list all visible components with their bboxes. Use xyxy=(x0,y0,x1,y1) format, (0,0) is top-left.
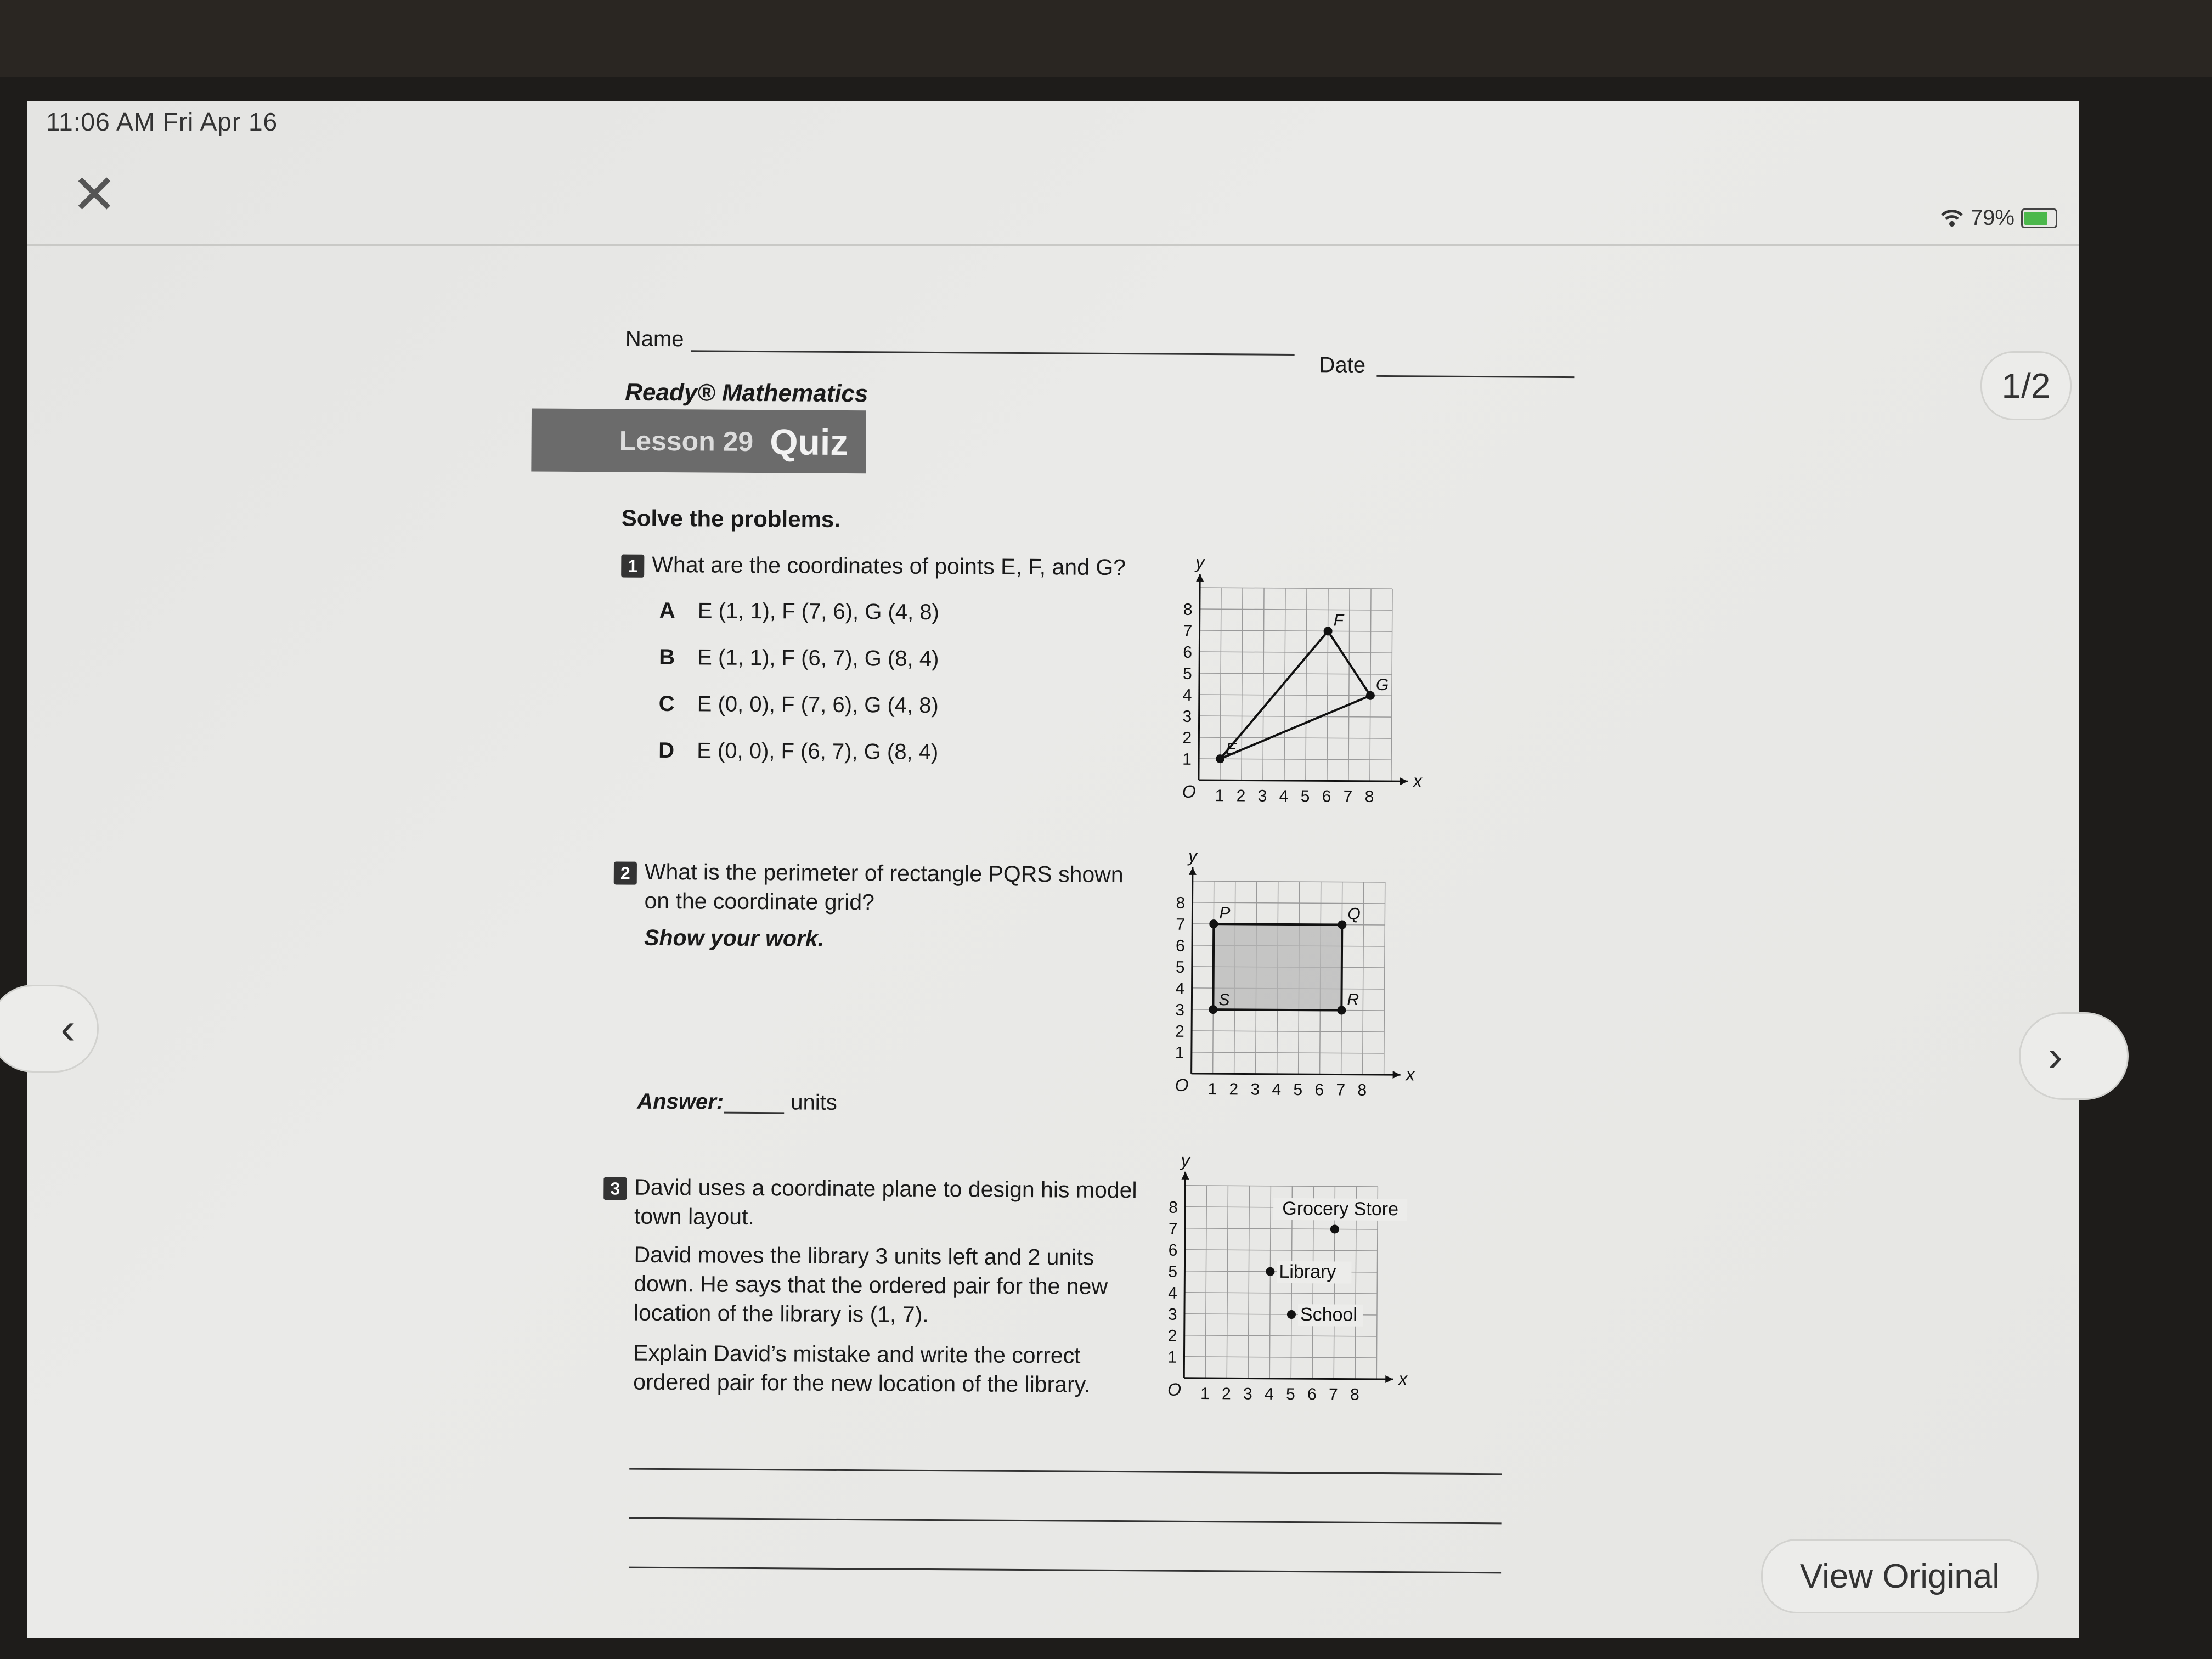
q2-show-work: Show your work. xyxy=(644,924,825,951)
y-tick-label: 1 xyxy=(1175,1043,1184,1062)
coordinate-grid-q1 xyxy=(1166,552,1475,815)
y-tick-label: 2 xyxy=(1182,729,1192,747)
coordinate-grid-q3 xyxy=(1151,1150,1460,1412)
date-line xyxy=(1376,375,1574,378)
grid-line-vertical xyxy=(1263,588,1264,781)
q1-number: 1 xyxy=(621,555,644,578)
point-label: R xyxy=(1347,990,1359,1009)
x-tick-label: 7 xyxy=(1336,1081,1346,1099)
page-counter: 1/2 xyxy=(1980,351,2072,420)
x-tick-label: 8 xyxy=(1357,1081,1367,1099)
y-tick-label: 8 xyxy=(1183,600,1193,619)
date-label: Date xyxy=(1319,353,1366,377)
y-tick-label: 6 xyxy=(1175,936,1185,955)
chevron-right-icon: › xyxy=(2048,1031,2063,1080)
y-tick-label: 3 xyxy=(1182,707,1192,726)
point-label: School xyxy=(1300,1304,1358,1325)
grid-line-vertical xyxy=(1327,588,1328,781)
grid-line-horizontal xyxy=(1199,652,1392,653)
lesson-number: Lesson 29 xyxy=(619,425,754,457)
x-tick-label: 3 xyxy=(1243,1385,1252,1403)
point-label: P xyxy=(1219,904,1231,923)
q1-choice-b-text: E (1, 1), F (6, 7), G (8, 4) xyxy=(697,645,939,672)
point-label: Q xyxy=(1347,905,1361,923)
x-axis-label: x xyxy=(1413,771,1423,791)
grid-line-horizontal xyxy=(1192,1031,1384,1032)
y-axis-line xyxy=(1199,574,1200,780)
lesson-banner xyxy=(531,409,866,474)
grid-line-horizontal xyxy=(1192,1052,1384,1053)
x-tick-label: 3 xyxy=(1257,787,1267,805)
x-tick-label: 7 xyxy=(1343,787,1353,806)
y-axis-label: y xyxy=(1181,1150,1190,1170)
y-axis-label: y xyxy=(1195,552,1205,573)
y-axis-arrow xyxy=(1196,574,1204,582)
grid-line-horizontal xyxy=(1200,609,1392,610)
y-axis-label: y xyxy=(1188,845,1198,866)
origin-label: O xyxy=(1175,1075,1189,1095)
q1-choice-d-text: E (0, 0), F (6, 7), G (8, 4) xyxy=(697,738,939,765)
y-tick-label: 3 xyxy=(1167,1305,1177,1324)
x-axis-arrow xyxy=(1385,1375,1393,1383)
y-tick-label: 8 xyxy=(1169,1198,1178,1217)
grid-line-horizontal xyxy=(1199,695,1392,696)
name-label: Name xyxy=(625,326,684,352)
q3-line3: David moves the library 3 units left and 2 units xyxy=(634,1242,1094,1270)
grid-line-vertical xyxy=(1248,1186,1249,1379)
x-tick-label: 4 xyxy=(1264,1385,1274,1403)
x-tick-label: 5 xyxy=(1285,1385,1295,1404)
q2-answer-blank xyxy=(724,1112,784,1114)
point-marker xyxy=(1324,627,1333,635)
x-tick-label: 1 xyxy=(1207,1080,1217,1099)
origin-label: O xyxy=(1182,781,1196,802)
q2-answer-label: Answer: xyxy=(637,1089,724,1114)
answer-line-2 xyxy=(629,1517,1502,1525)
point-marker xyxy=(1366,691,1375,700)
y-tick-label: 5 xyxy=(1182,664,1192,683)
grid-line-horizontal xyxy=(1185,1186,1378,1187)
grid-line-vertical xyxy=(1348,589,1350,781)
point-label: F xyxy=(1333,611,1344,630)
coordinate-grid-q2 xyxy=(1158,845,1467,1108)
y-tick-label: 5 xyxy=(1175,958,1185,977)
instructions: Solve the problems. xyxy=(621,505,841,532)
grid-line-horizontal xyxy=(1185,1228,1378,1229)
quiz-title: Quiz xyxy=(770,421,849,462)
x-axis-line xyxy=(1192,1074,1401,1075)
q2-prompt-line1: 2 What is the perimeter of rectangle PQRS shown xyxy=(614,859,1124,888)
point-label: Library xyxy=(1279,1261,1336,1283)
x-tick-label: 1 xyxy=(1200,1384,1210,1403)
name-line xyxy=(691,350,1295,356)
grid-line-vertical xyxy=(1391,589,1392,781)
point-label: Grocery Store xyxy=(1282,1198,1399,1220)
x-tick-label: 1 xyxy=(1215,787,1224,805)
x-axis-line xyxy=(1184,1378,1393,1379)
point-marker xyxy=(1337,1006,1346,1014)
y-tick-label: 8 xyxy=(1176,894,1186,912)
x-tick-label: 4 xyxy=(1279,787,1289,805)
y-tick-label: 7 xyxy=(1183,622,1193,640)
x-tick-label: 5 xyxy=(1293,1081,1303,1099)
x-tick-label: 4 xyxy=(1272,1080,1282,1099)
q3-number: 3 xyxy=(603,1177,627,1200)
grid-line-horizontal xyxy=(1184,1293,1377,1294)
y-tick-label: 2 xyxy=(1175,1022,1184,1041)
x-axis-label: x xyxy=(1406,1064,1415,1085)
x-tick-label: 3 xyxy=(1250,1080,1260,1099)
grid-line-vertical xyxy=(1363,882,1364,1075)
y-tick-label: 7 xyxy=(1168,1220,1178,1238)
worksheet-page xyxy=(19,98,2080,1647)
battery-percent: 79% xyxy=(1970,206,2015,230)
y-tick-label: 1 xyxy=(1167,1348,1177,1367)
status-time: 11:06 AM Fri Apr 16 xyxy=(46,108,278,136)
y-tick-label: 5 xyxy=(1168,1262,1178,1281)
x-tick-label: 7 xyxy=(1328,1385,1338,1404)
y-tick-label: 2 xyxy=(1167,1327,1177,1345)
x-axis-arrow xyxy=(1400,777,1408,785)
grid-line-horizontal xyxy=(1185,1250,1378,1251)
answer-line-3 xyxy=(629,1567,1501,1574)
grid-line-vertical xyxy=(1227,1186,1228,1378)
y-tick-label: 6 xyxy=(1168,1241,1178,1260)
x-tick-label: 5 xyxy=(1300,787,1310,806)
grid-line-vertical xyxy=(1269,1186,1271,1379)
q1-choice-c-letter: C xyxy=(658,691,675,716)
grid-line-horizontal xyxy=(1193,902,1385,904)
grid-line-vertical xyxy=(1220,588,1221,780)
x-tick-label: 2 xyxy=(1221,1385,1231,1403)
grid-line-horizontal xyxy=(1199,673,1392,674)
y-tick-label: 1 xyxy=(1182,750,1192,769)
q3-line7: ordered pair for the new location of the library. xyxy=(633,1369,1091,1397)
next-page-button[interactable] xyxy=(2019,1012,2129,1100)
q3-line5: location of the library is (1, 7). xyxy=(633,1300,929,1327)
x-tick-label: 8 xyxy=(1350,1385,1359,1404)
q1-choice-a-letter: A xyxy=(659,598,675,623)
x-axis-arrow xyxy=(1393,1071,1401,1079)
publisher-title: Ready® Mathematics xyxy=(625,379,868,408)
point-label: G xyxy=(1375,675,1389,695)
y-axis-line xyxy=(1184,1172,1185,1378)
y-axis-arrow xyxy=(1189,867,1197,875)
point-marker xyxy=(1287,1310,1296,1319)
answer-line-1 xyxy=(629,1468,1502,1475)
origin-label: O xyxy=(1167,1379,1182,1400)
app-screen xyxy=(27,101,2079,1638)
q1-choice-b-letter: B xyxy=(659,645,675,670)
point-marker xyxy=(1330,1224,1339,1233)
point-marker xyxy=(1209,1005,1217,1014)
y-axis-line xyxy=(1192,867,1193,1074)
grid-line-horizontal xyxy=(1199,737,1391,738)
point-marker xyxy=(1266,1267,1274,1276)
x-axis-line xyxy=(1199,780,1408,781)
y-tick-label: 6 xyxy=(1183,643,1193,662)
y-tick-label: 4 xyxy=(1168,1284,1177,1302)
y-tick-label: 4 xyxy=(1175,979,1185,998)
q3-line4: down. He says that the ordered pair for the new xyxy=(634,1271,1108,1299)
point-label: E xyxy=(1226,740,1237,759)
q3-line1: 3 David uses a coordinate plane to design his model xyxy=(603,1174,1137,1203)
grid-line-horizontal xyxy=(1199,716,1392,717)
x-tick-label: 2 xyxy=(1236,787,1246,805)
point-marker xyxy=(1216,754,1224,763)
x-tick-label: 6 xyxy=(1314,1081,1324,1099)
y-tick-label: 4 xyxy=(1182,686,1192,704)
grid-line-horizontal xyxy=(1200,588,1392,589)
q2-prompt-line2: on the coordinate grid? xyxy=(644,888,875,915)
grid-line-vertical xyxy=(1384,882,1385,1075)
grid-line-horizontal xyxy=(1199,759,1391,760)
grid-line-vertical xyxy=(1205,1186,1206,1378)
grid-line-horizontal xyxy=(1184,1357,1376,1358)
q1-choice-c-text: E (0, 0), F (7, 6), G (4, 8) xyxy=(697,692,939,718)
grid-line-horizontal xyxy=(1193,881,1385,882)
q3-line2: town layout. xyxy=(634,1203,754,1230)
rectangle-pqrs xyxy=(1213,924,1342,1010)
y-tick-label: 7 xyxy=(1176,915,1186,934)
q3-line6: Explain David’s mistake and write the correct xyxy=(633,1340,1081,1368)
grid-line-horizontal xyxy=(1184,1335,1377,1336)
view-original-button[interactable]: View Original xyxy=(1761,1539,2039,1613)
chevron-left-icon: ‹ xyxy=(60,1004,75,1053)
q2-answer-unit: units xyxy=(791,1090,837,1115)
x-tick-label: 8 xyxy=(1364,787,1374,806)
close-icon: ✕ xyxy=(71,164,117,225)
point-marker xyxy=(1338,921,1346,929)
x-axis-label: x xyxy=(1398,1369,1408,1389)
x-tick-label: 6 xyxy=(1322,787,1331,806)
y-tick-label: 3 xyxy=(1175,1001,1185,1019)
point-marker xyxy=(1209,919,1218,928)
grid-line-horizontal xyxy=(1200,630,1392,631)
y-axis-arrow xyxy=(1181,1172,1189,1180)
q1-choice-a-text: E (1, 1), F (7, 6), G (4, 8) xyxy=(697,599,940,625)
q1-prompt: 1 What are the coordinates of points E, F, and G? xyxy=(621,552,1126,581)
x-tick-label: 6 xyxy=(1307,1385,1317,1404)
grid-line-vertical xyxy=(1306,588,1307,781)
grid-line-vertical xyxy=(1370,589,1371,781)
q2-number: 2 xyxy=(614,862,637,885)
grid-line-vertical xyxy=(1242,588,1243,780)
point-label: S xyxy=(1218,991,1230,1009)
x-tick-label: 2 xyxy=(1229,1080,1239,1099)
previous-page-button[interactable] xyxy=(0,985,99,1073)
q1-choice-d-letter: D xyxy=(658,738,675,763)
